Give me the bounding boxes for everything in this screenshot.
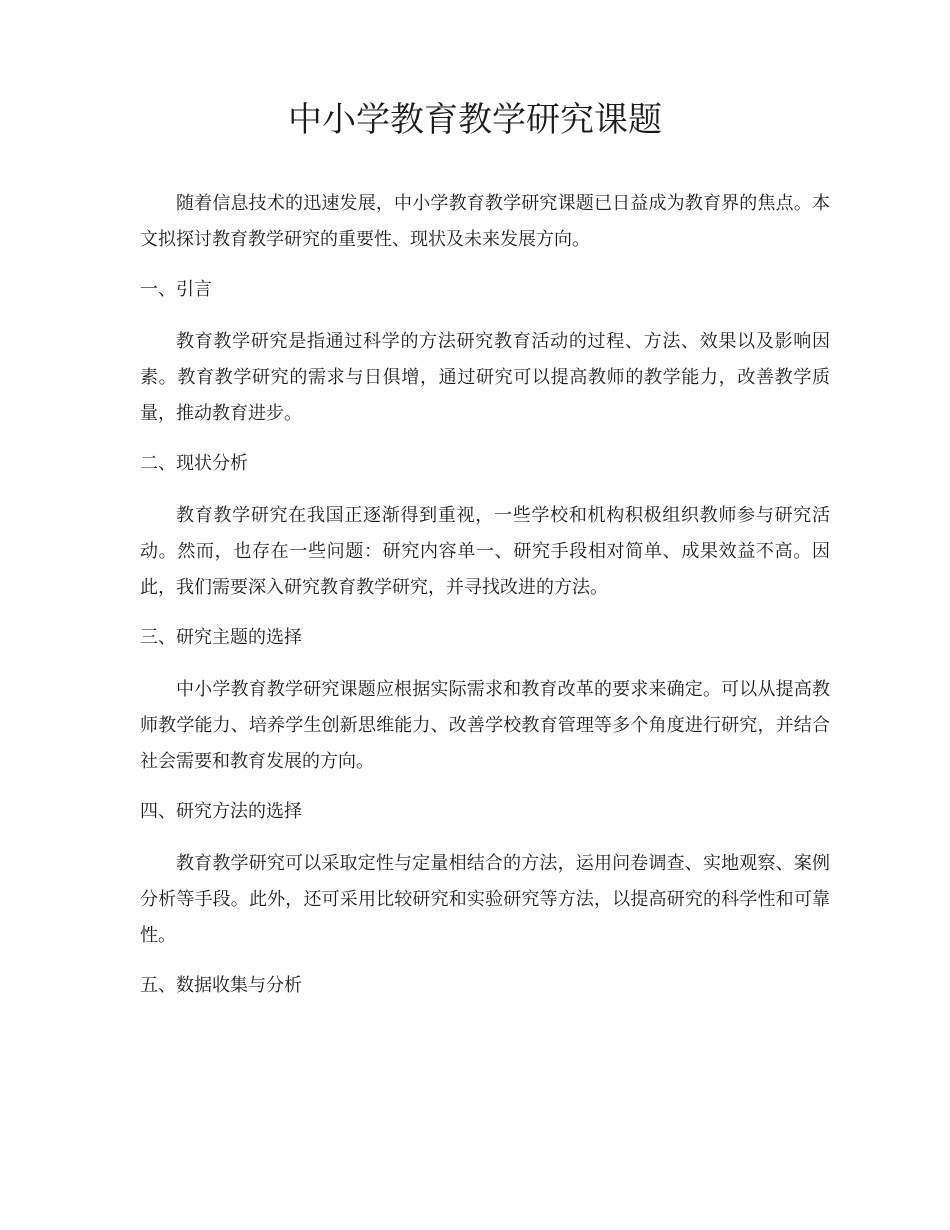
section-heading-intro: 一、引言 [140,279,212,300]
section-body-status: 教育教学研究在我国正逐渐得到重视，一些学校和机构积极组织教师参与研究活动。然而，也存在一些问题：研究内容单一、研究手段相对简单、成果效益不高。因此，我们需要深入研究教育教学研究，并寻找改进的方法。 [140,505,830,598]
section-body-intro: 教育教学研究是指通过科学的方法研究教育活动的过程、方法、效果以及影响因素。教育教学研究的需求与日俱增，通过研究可以提高教师的教学能力，改善教学质量，推动教育进步。 [140,331,830,424]
section-heading-data: 五、数据收集与分析 [140,975,302,996]
section-body-topic: 中小学教育教学研究课题应根据实际需求和教育改革的要求来确定。可以从提高教师教学能力、培养学生创新思维能力、改善学校教育管理等多个角度进行研究，并结合社会需要和教育发展的方向。 [140,679,830,772]
intro-paragraph: 随着信息技术的迅速发展，中小学教育教学研究课题已日益成为教育界的焦点。本文拟探讨教育教学研究的重要性、现状及未来发展方向。 [140,193,830,250]
section-heading-status: 二、现状分析 [140,453,248,474]
section-heading-method: 四、研究方法的选择 [140,801,302,822]
document-body [140,186,830,1004]
section-heading-topic: 三、研究主题的选择 [140,627,302,648]
document-title: 中小学教育教学研究课题 [288,100,662,140]
section-body-method: 教育教学研究可以采取定性与定量相结合的方法，运用问卷调查、实地观察、案例分析等手段。此外，还可采用比较研究和实验研究等方法，以提高研究的科学性和可靠性。 [140,853,830,946]
